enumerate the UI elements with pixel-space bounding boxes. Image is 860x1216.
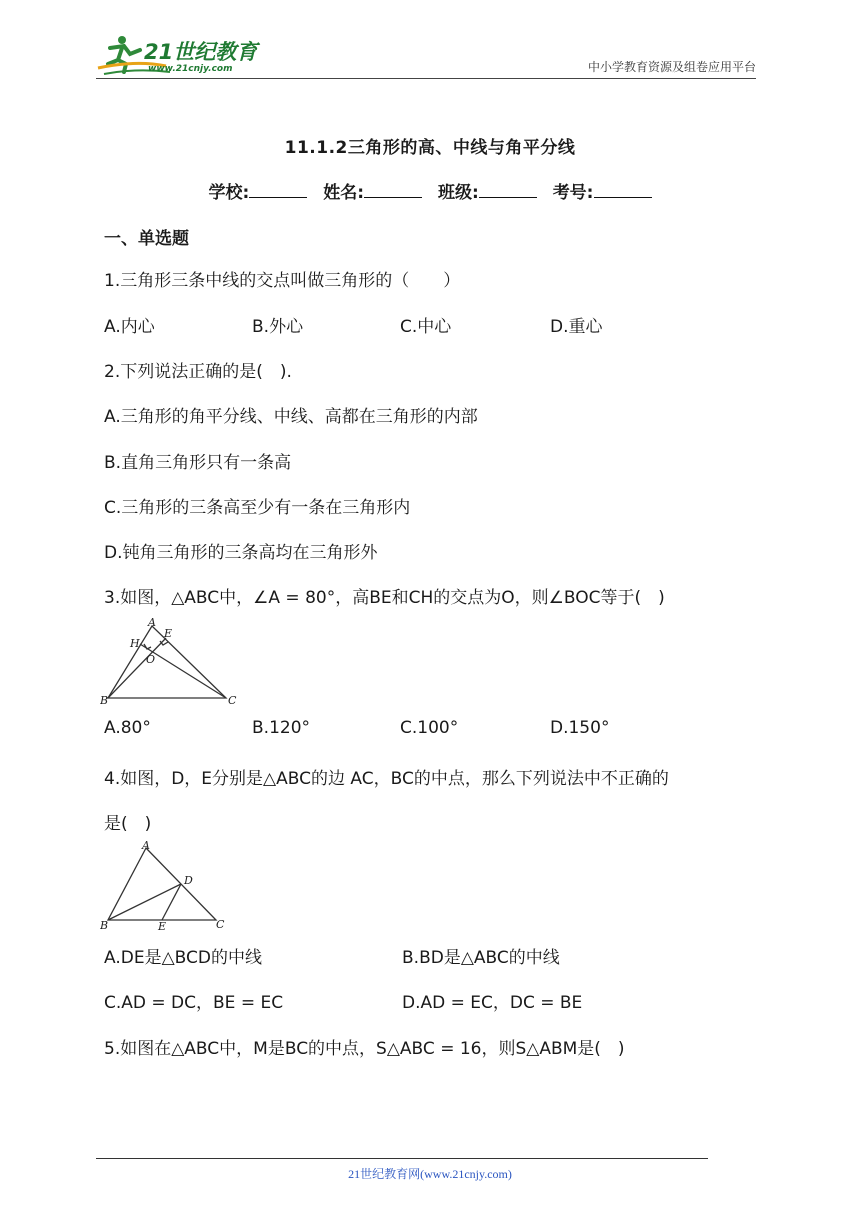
q2-option-a: A.三角形的角平分线、中线、高都在三角形的内部 bbox=[104, 407, 478, 427]
logo-url: www.21cnjy.com bbox=[148, 64, 233, 74]
q4-option-c: C.AD = DC，BE = EC bbox=[104, 993, 284, 1013]
question-3-stem: 3.如图，△ABC中，∠A = 80°，高BE和CH的交点为O，则∠BOC等于( ) bbox=[104, 588, 665, 608]
exam-no-label: 考号: bbox=[552, 183, 594, 203]
section-heading: 一、单选题 bbox=[104, 229, 189, 249]
q3-option-b: B.120° bbox=[252, 718, 311, 738]
fig4-label-b: B bbox=[100, 919, 109, 932]
fig4-label-a: A bbox=[142, 840, 150, 852]
q3-option-a: A.80° bbox=[104, 718, 151, 738]
footer-divider bbox=[96, 1158, 708, 1159]
q1-option-c: C.中心 bbox=[400, 317, 452, 337]
q3-option-d: D.150° bbox=[550, 718, 610, 738]
question-4-stem-line-1: 4.如图，D，E分别是△ABC的边 AC，BC的中点，那么下列说法中不正确的 bbox=[104, 769, 669, 789]
question-4-stem-line-2: 是( ) bbox=[104, 814, 152, 834]
page-title: 11.1.2三角形的高、中线与角平分线 bbox=[284, 138, 576, 158]
fig4-label-e: E bbox=[158, 920, 167, 932]
q1-option-d: D.重心 bbox=[550, 317, 603, 337]
student-info-line bbox=[0, 178, 860, 203]
header-divider bbox=[96, 78, 756, 79]
question-5-stem: 5.如图在△ABC中，M是BC的中点，S△ABC = 16，则S△ABM是( ) bbox=[104, 1039, 625, 1059]
school-label: 学校: bbox=[208, 183, 250, 203]
q4-option-b: B.BD是△ABC的中线 bbox=[402, 948, 560, 968]
class-label: 班级: bbox=[437, 183, 479, 203]
q2-option-d: D.钝角三角形的三条高均在三角形外 bbox=[104, 543, 378, 563]
fig3-label-e: E bbox=[164, 627, 173, 640]
q2-option-b: B.直角三角形只有一条高 bbox=[104, 453, 292, 473]
class-blank bbox=[479, 181, 537, 198]
fig3-label-o: O bbox=[146, 653, 156, 666]
q4-figure bbox=[100, 840, 232, 936]
exam-no-blank bbox=[594, 181, 652, 198]
fig3-label-a: A bbox=[148, 616, 156, 629]
question-1-stem: 1.三角形三条中线的交点叫做三角形的（ ） bbox=[104, 271, 461, 291]
platform-name: 中小学教育资源及组卷应用平台 bbox=[587, 60, 756, 74]
question-4-options-row-1 bbox=[104, 943, 804, 967]
q1-option-b: B.外心 bbox=[252, 317, 304, 337]
school-blank bbox=[249, 181, 307, 198]
name-blank bbox=[364, 181, 422, 198]
question-3-options bbox=[104, 718, 804, 742]
q2-option-c: C.三角形的三条高至少有一条在三角形内 bbox=[104, 498, 411, 518]
fig3-label-h: H bbox=[130, 637, 140, 650]
q3-figure bbox=[100, 616, 250, 712]
question-2-stem: 2.下列说法正确的是( ). bbox=[104, 362, 292, 382]
logo-text: 21世纪教育 bbox=[144, 40, 258, 64]
footer-link[interactable]: 21世纪教育网(www.21cnjy.com) bbox=[348, 1167, 512, 1181]
fig3-label-b: B bbox=[100, 694, 109, 707]
question-1-options bbox=[104, 312, 804, 336]
fig4-label-d: D bbox=[184, 874, 193, 887]
q4-option-a: A.DE是△BCD的中线 bbox=[104, 948, 262, 968]
site-logo bbox=[96, 34, 266, 80]
question-4-options-row-2 bbox=[104, 988, 804, 1012]
q3-option-c: C.100° bbox=[400, 718, 459, 738]
fig4-label-c: C bbox=[216, 918, 225, 931]
q1-option-a: A.内心 bbox=[104, 317, 155, 337]
name-label: 姓名: bbox=[323, 183, 365, 203]
fig3-label-c: C bbox=[228, 694, 237, 707]
q4-option-d: D.AD = EC，DC = BE bbox=[402, 993, 583, 1013]
